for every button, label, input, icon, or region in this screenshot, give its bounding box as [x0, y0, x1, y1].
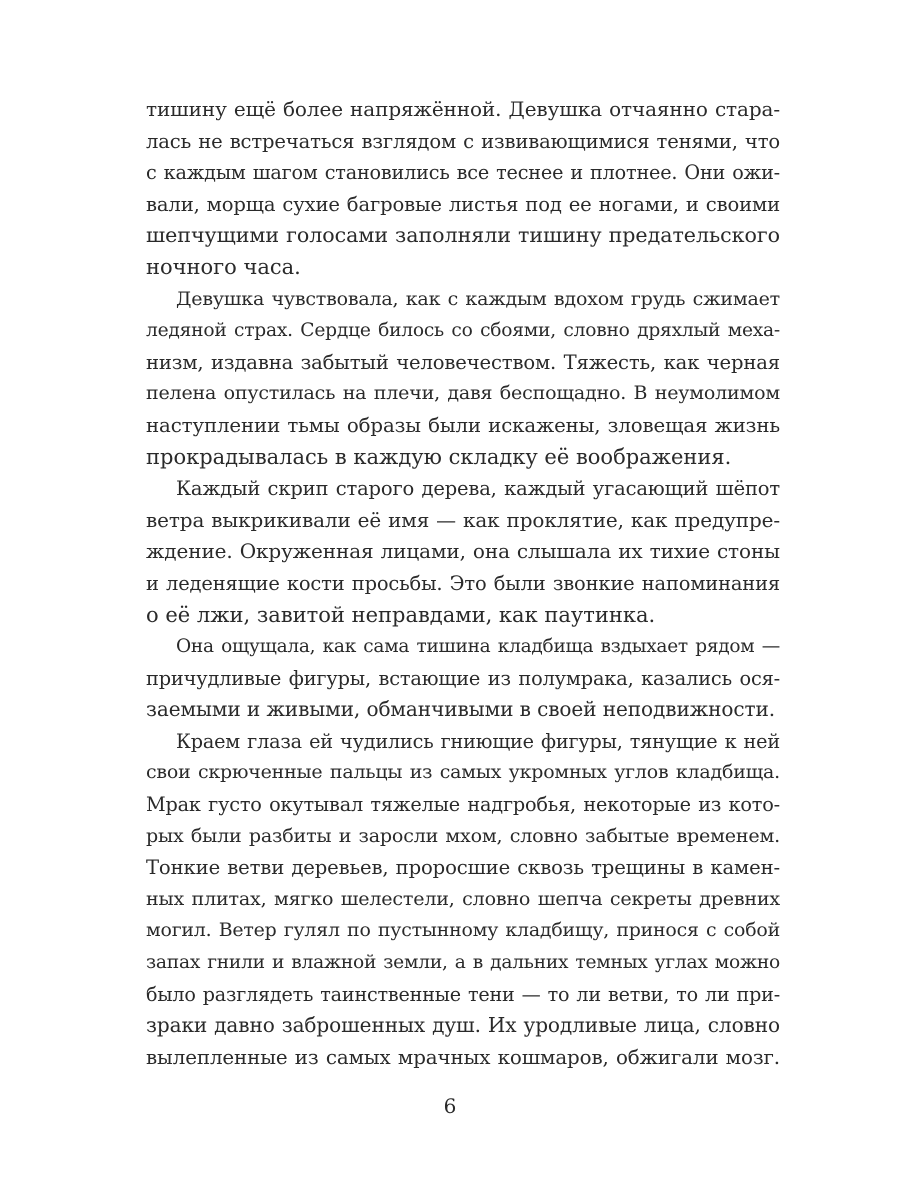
- paragraph-3: [146, 473, 780, 631]
- text-line: и леденящие кости просьбы. Это были звонкие напоминания: [146, 571, 780, 595]
- text-line: наступлении тьмы образы были искажены, зловещая жизнь: [146, 413, 780, 437]
- text-line: ждение. Окруженная лицами, она слышала их тихие стоны: [146, 539, 780, 564]
- text-line: вылепленные из самых мрачных кошмаров, обжигали мозг.: [146, 1045, 780, 1069]
- text-line: Каждый скрип старого дерева, каждый угасающий шёпот: [176, 477, 780, 501]
- text-line: Она ощущала, как сама тишина кладбища вздыхает рядом —: [176, 636, 780, 658]
- paragraph-1: [146, 94, 780, 284]
- text-line: ледяной страх. Сердце билось со сбоями, словно дряхлый меха-: [146, 320, 780, 342]
- text-line: с каждым шагом становились все теснее и плотнее. Они ожи-: [146, 161, 780, 185]
- text-line: запах гнили и влажной земли, а в дальних темных углах можно: [146, 952, 780, 974]
- body-text: [146, 94, 780, 1073]
- text-line: Тонкие ветви деревьев, проросшие сквозь трещины в камен-: [146, 856, 780, 880]
- text-line: вали, морща сухие багровые листья под ее ногами, и своими: [146, 192, 780, 216]
- text-line: Краем глаза ей чудились гниющие фигуры, тянущие к ней: [176, 729, 780, 753]
- text-line: ночного часа.: [146, 254, 301, 279]
- text-line: рых были разбиты и заросли мхом, словно забытые временем.: [146, 824, 780, 847]
- paragraph-4: [146, 631, 780, 726]
- paragraph-2: [146, 284, 780, 474]
- text-line: свои скрюченные пальцы из самых укромных углов кладбища.: [146, 761, 780, 784]
- text-line: зраки давно заброшенных душ. Их уродливые лица, словно: [146, 1013, 780, 1038]
- text-line: Мрак густо окутывал тяжелые надгробья, некоторые из кото-: [146, 793, 780, 817]
- text-line: низм, издавна забытый человечеством. Тяжесть, как черная: [146, 350, 780, 374]
- text-line: было разглядеть таинственные тени — то ли ветви, то ли при-: [146, 982, 780, 1006]
- text-line: ных плитах, мягко шелестели, словно шепча секреты древних: [146, 887, 780, 910]
- text-line: заемыми и живыми, обманчивыми в своей неподвижности.: [146, 697, 776, 722]
- text-line: о её лжи, завитой неправдами, как паутинка.: [146, 602, 656, 627]
- text-line: ветра выкрикивали её имя — как проклятие, как предупре-: [146, 507, 780, 532]
- text-line: лась не встречаться взглядом с извивающимися тенями, что: [146, 129, 780, 153]
- page-number: 6: [443, 1094, 457, 1118]
- text-line: пелена опустилась на плечи, давя беспощадно. В неумолимом: [146, 382, 780, 405]
- text-line: тишину ещё более напряжённой. Девушка отчаянно стара-: [146, 97, 780, 121]
- text-line: Девушка чувствовала, как с каждым вдохом грудь сжимает: [176, 287, 780, 310]
- text-line: причудливые фигуры, встающие из полумрака, казались ося-: [146, 666, 780, 690]
- text-line: шепчущими голосами заполняли тишину предательского: [146, 223, 780, 248]
- text-line: могил. Ветер гулял по пустынному кладбищу, принося с собой: [146, 919, 780, 942]
- text-line: прокрадывалась в каждую складку её воображения.: [146, 444, 732, 469]
- paragraph-5: [146, 726, 780, 1074]
